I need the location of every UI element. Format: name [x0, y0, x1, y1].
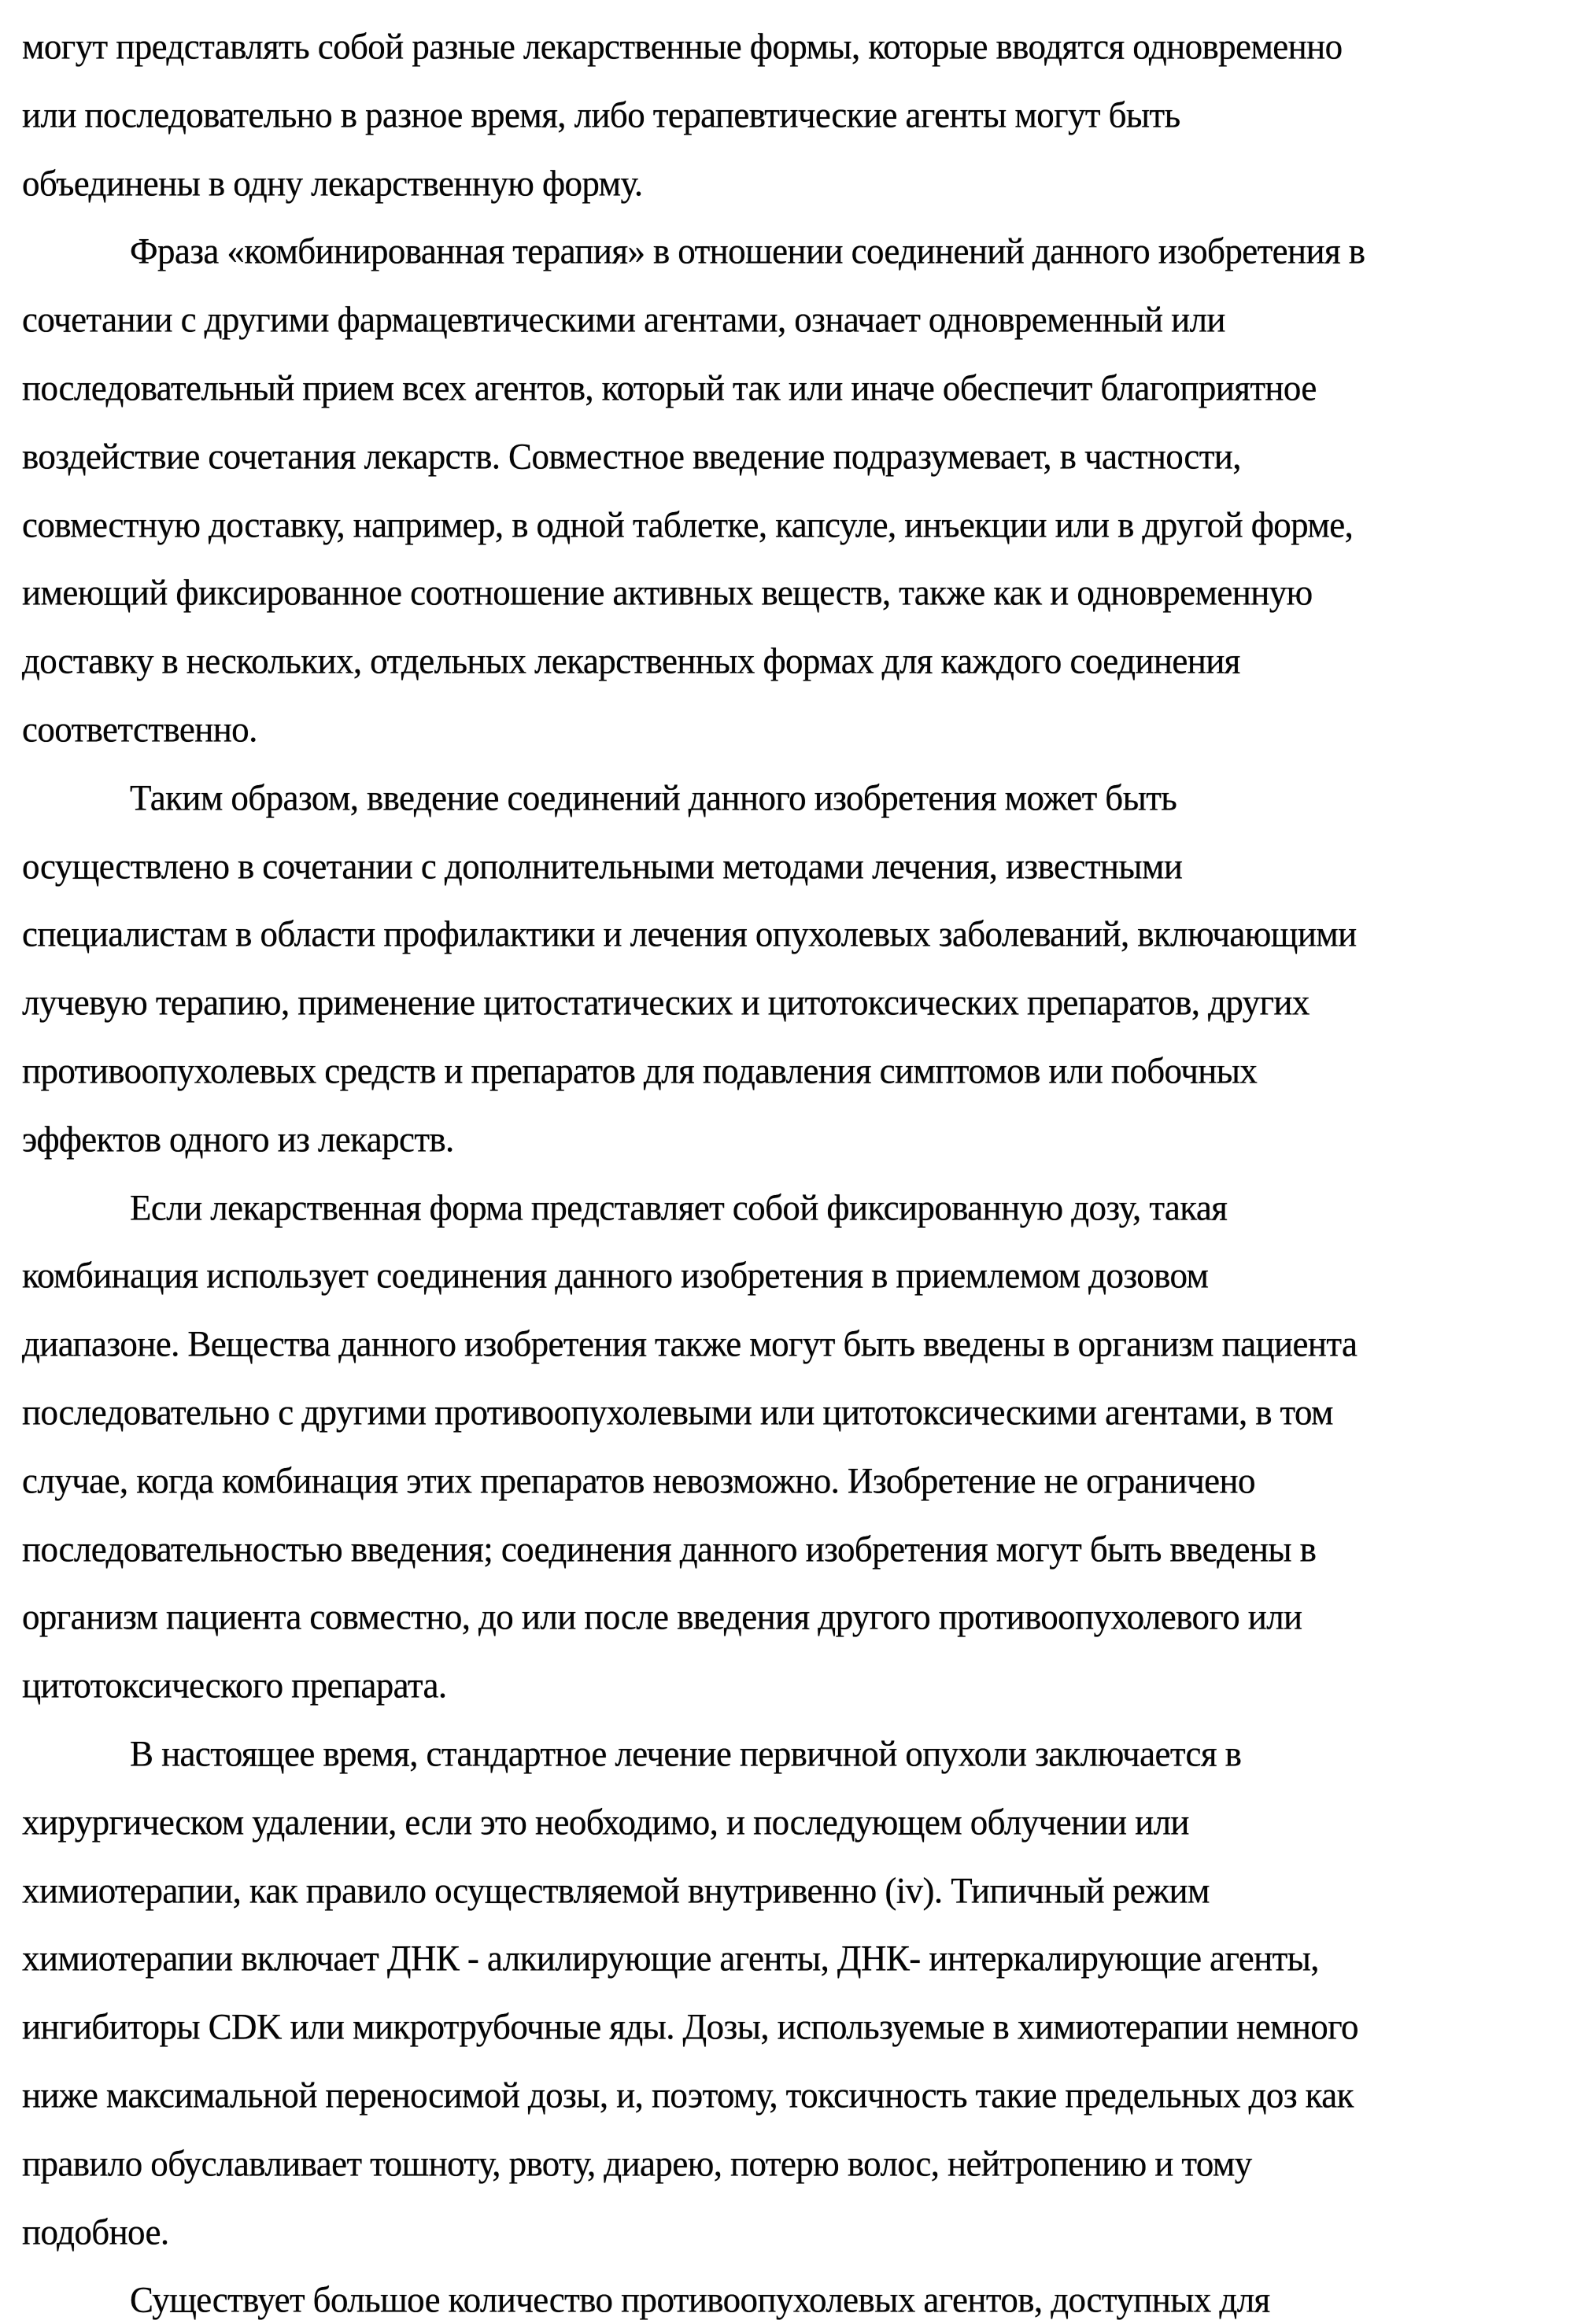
text-line: Фраза «комбинированная терапия» в отношении соединений данного изобретения в	[130, 231, 1365, 272]
text-line: Существует большое количество противоопухолевых агентов, доступных для	[130, 2279, 1270, 2321]
text-line: или последовательно в разное время, либо терапевтические агенты могут быть	[22, 94, 1180, 135]
text-line: цитотоксического препарата.	[22, 1665, 447, 1706]
text-line: совместную доставку, например, в одной таблетке, капсуле, инъекции или в другой форме,	[22, 504, 1354, 545]
text-line: объединены в одну лекарственную форму.	[22, 162, 643, 204]
text-line: случае, когда комбинация этих препаратов невозможно. Изобретение не ограничено	[22, 1459, 1255, 1501]
text-line: специалистам в области профилактики и лечения опухолевых заболеваний, включающими	[22, 913, 1357, 955]
text-line: могут представлять собой разные лекарственные формы, которые вводятся одновременно	[22, 25, 1343, 67]
text-line: противоопухолевых средств и препаратов для подавления симптомов или побочных	[22, 1049, 1258, 1091]
text-line: доставку в нескольких, отдельных лекарственных формах для каждого соединения	[22, 640, 1240, 682]
text-line: последовательностью введения; соединения данного изобретения могут быть введены в	[22, 1528, 1317, 1570]
text-line: Если лекарственная форма представляет собой фиксированную дозу, такая	[130, 1186, 1228, 1228]
text-line: осуществлено в сочетании с дополнительными методами лечения, известными	[22, 845, 1183, 887]
text-line: химиотерапии, как правило осуществляемой внутривенно (iv). Типичный режим	[22, 1869, 1210, 1911]
text-line: комбинация использует соединения данного изобретения в приемлемом дозовом	[22, 1255, 1209, 1297]
text-line: подобное.	[22, 2211, 169, 2252]
text-line: эффектов одного из лекарств.	[22, 1118, 454, 1160]
text-line: В настоящее время, стандартное лечение первичной опухоли заключается в	[130, 1732, 1242, 1774]
text-line: ингибиторы CDK или микротрубочные яды. Дозы, используемые в химиотерапии немного	[22, 2006, 1358, 2048]
text-line: ниже максимальной переносимой дозы, и, поэтому, токсичность такие предельных доз как	[22, 2074, 1354, 2116]
text-line: хирургическом удалении, если это необходимо, и последующем облучении или	[22, 1801, 1189, 1843]
text-line: организм пациента совместно, до или после введения другого противоопухолевого или	[22, 1596, 1302, 1638]
text-line: последовательно с другими противоопухолевыми или цитотоксическими агентами, в том	[22, 1391, 1333, 1433]
text-line: соответственно.	[22, 708, 257, 750]
text-line: последовательный прием всех агентов, который так или иначе обеспечит благоприятное	[22, 367, 1317, 408]
text-line: диапазоне. Вещества данного изобретения также могут быть введены в организм пациента	[22, 1323, 1358, 1365]
text-line: имеющий фиксированное соотношение активных веществ, также как и одновременную	[22, 572, 1313, 614]
text-line: правило обуславливает тошноту, рвоту, диарею, потерю волос, нейтропению и тому	[22, 2142, 1252, 2184]
text-line: химиотерапии включает ДНК - алкилирующие агенты, ДНК- интеркалирующие агенты,	[22, 1938, 1319, 1979]
text-line: лучевую терапию, применение цитостатических и цитотоксических препаратов, других	[22, 982, 1309, 1024]
text-line: воздействие сочетания лекарств. Совместное введение подразумевает, в частности,	[22, 435, 1241, 477]
text-line: сочетании с другими фармацевтическими агентами, означает одновременный или	[22, 299, 1225, 341]
document-text-body	[22, 13, 1565, 2324]
text-line: Таким образом, введение соединений данного изобретения может быть	[130, 777, 1177, 818]
